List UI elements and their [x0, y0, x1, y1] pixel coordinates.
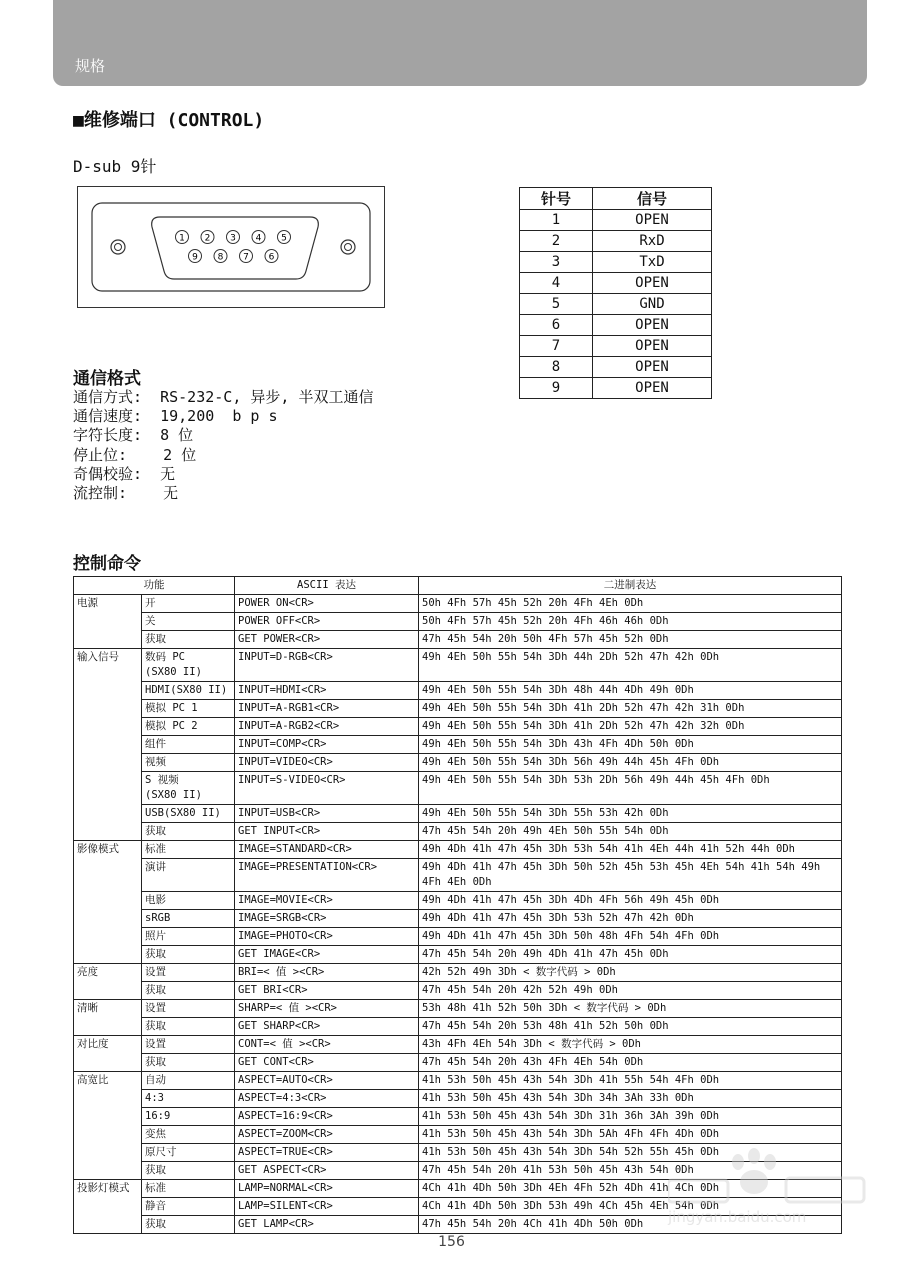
cmd-function-cell: 设置: [142, 1036, 235, 1054]
cmd-group-name: 清晰: [74, 1000, 142, 1018]
comm-line: 通信方式: RS-232-C, 异步, 半双工通信: [73, 388, 374, 406]
cmd-table-row: [74, 982, 842, 1000]
cmd-function-cell: 关: [142, 613, 235, 631]
cmd-function-cell: 设置: [142, 1000, 235, 1018]
pin-number-cell: 3: [520, 252, 593, 273]
cmd-function-cell: 原尺寸: [142, 1144, 235, 1162]
cmd-group-cell: [74, 910, 142, 928]
cmd-binary-cell: 49h 4Dh 41h 47h 45h 3Dh 50h 48h 4Fh 54h 4Fh 0Dh: [419, 928, 842, 946]
pin-table-row: [520, 357, 712, 378]
cmd-table-row: [74, 754, 842, 772]
pin-5-label: 5: [281, 233, 287, 244]
cmd-table-row: [74, 946, 842, 964]
comm-format-title: 通信格式: [73, 369, 141, 389]
cmd-group-name: 输入信号: [74, 649, 142, 682]
cmd-table-row: [74, 841, 842, 859]
cmd-group-name: 影像模式: [74, 841, 142, 859]
cmd-ascii-cell: LAMP=SILENT<CR>: [235, 1198, 419, 1216]
cmd-binary-cell: 41h 53h 50h 45h 43h 54h 3Dh 34h 3Ah 33h 0Dh: [419, 1090, 842, 1108]
cmd-binary-cell: 49h 4Eh 50h 55h 54h 3Dh 41h 2Dh 52h 47h 42h 32h 0Dh: [419, 718, 842, 736]
cmd-group-name: 投影灯模式: [74, 1180, 142, 1198]
cmd-function-cell: USB(SX80 II): [142, 805, 235, 823]
cmd-group-cell: [74, 1090, 142, 1108]
cmd-table-row: [74, 892, 842, 910]
cmd-group-cell: [74, 1108, 142, 1126]
cmd-function-cell: 获取: [142, 1054, 235, 1072]
cmd-binary-cell: 49h 4Eh 50h 55h 54h 3Dh 41h 2Dh 52h 47h 42h 31h 0Dh: [419, 700, 842, 718]
pin-table-row: [520, 210, 712, 231]
cmd-group-cell: [74, 1162, 142, 1180]
cmd-ascii-cell: ASPECT=ZOOM<CR>: [235, 1126, 419, 1144]
cmd-function-cell: 获取: [142, 1216, 235, 1234]
cmd-header-binary: 二进制表达: [419, 577, 842, 595]
pin-table-row: [520, 294, 712, 315]
cmd-ascii-cell: INPUT=D-RGB<CR>: [235, 649, 419, 682]
cmd-group-name: 亮度: [74, 964, 142, 982]
cmd-ascii-cell: IMAGE=PHOTO<CR>: [235, 928, 419, 946]
cmd-table-row: [74, 1090, 842, 1108]
pin-8-label: 8: [217, 252, 224, 263]
pin-6-label: 6: [268, 252, 275, 263]
cmd-function-cell: 变焦: [142, 1126, 235, 1144]
cmd-table-row: [74, 859, 842, 892]
cmd-ascii-cell: INPUT=COMP<CR>: [235, 736, 419, 754]
pin-signal-cell: OPEN: [593, 378, 712, 399]
cmd-table-row: [74, 595, 842, 613]
pin-signal-cell: RxD: [593, 231, 712, 252]
pin-signal-cell: OPEN: [593, 336, 712, 357]
cmd-ascii-cell: INPUT=A-RGB1<CR>: [235, 700, 419, 718]
cmd-ascii-cell: POWER OFF<CR>: [235, 613, 419, 631]
pin-3-label: 3: [230, 233, 236, 244]
cmd-group-cell: [74, 805, 142, 823]
cmd-table-row: [74, 736, 842, 754]
watermark: [668, 1146, 868, 1236]
cmd-ascii-cell: GET CONT<CR>: [235, 1054, 419, 1072]
baidu-paw-logo-icon: [668, 1146, 868, 1206]
pin-signal-cell: OPEN: [593, 315, 712, 336]
control-commands-table: [73, 576, 842, 1234]
cmd-group-cell: [74, 772, 142, 805]
cmd-function-cell: 标准: [142, 841, 235, 859]
cmd-group-cell: [74, 682, 142, 700]
cmd-function-cell: 标准: [142, 1180, 235, 1198]
pin-table-row: [520, 231, 712, 252]
pin-number-cell: 1: [520, 210, 593, 231]
pin-signal-cell: OPEN: [593, 273, 712, 294]
cmd-function-cell: 获取: [142, 631, 235, 649]
pin-number-cell: 4: [520, 273, 593, 294]
cmd-table-row: [74, 910, 842, 928]
cmd-function-cell: 获取: [142, 982, 235, 1000]
cmd-group-cell: [74, 736, 142, 754]
pin-table-row: [520, 378, 712, 399]
cmd-binary-cell: 4Ch 41h 4Dh 50h 3Dh 53h 49h 4Ch 45h 4Eh 54h 0Dh: [419, 1198, 842, 1216]
cmd-function-cell: 获取: [142, 1162, 235, 1180]
cmd-table-row: [74, 1108, 842, 1126]
cmd-function-cell: 组件: [142, 736, 235, 754]
cmd-binary-cell: 47h 45h 54h 20h 43h 4Fh 4Eh 54h 0Dh: [419, 1054, 842, 1072]
cmd-binary-cell: 41h 53h 50h 45h 43h 54h 3Dh 31h 36h 3Ah 39h 0Dh: [419, 1108, 842, 1126]
cmd-function-cell: 开: [142, 595, 235, 613]
cmd-binary-cell: 49h 4Eh 50h 55h 54h 3Dh 56h 49h 44h 45h 4Fh 0Dh: [419, 754, 842, 772]
cmd-group-cell: [74, 946, 142, 964]
pin-number-cell: 8: [520, 357, 593, 378]
cmd-ascii-cell: ASPECT=4:3<CR>: [235, 1090, 419, 1108]
cmd-table-row: [74, 772, 842, 805]
cmd-group-cell: [74, 859, 142, 892]
cmd-function-cell: 静音: [142, 1198, 235, 1216]
cmd-table-row: [74, 682, 842, 700]
comm-line: 字符长度: 8 位: [73, 426, 194, 445]
cmd-function-cell: 数码 PC (SX80 II): [142, 649, 235, 682]
cmd-table-row: [74, 805, 842, 823]
cmd-group-cell: [74, 892, 142, 910]
cmd-table-row: [74, 1000, 842, 1018]
cmd-group-cell: [74, 1144, 142, 1162]
cmd-group-cell: [74, 928, 142, 946]
control-commands-title: 控制命令: [73, 554, 141, 574]
cmd-binary-cell: 41h 53h 50h 45h 43h 54h 3Dh 54h 52h 55h 45h 0Dh: [419, 1144, 842, 1162]
cmd-binary-cell: 49h 4Eh 50h 55h 54h 3Dh 55h 53h 42h 0Dh: [419, 805, 842, 823]
cmd-table-row: [74, 613, 842, 631]
cmd-ascii-cell: IMAGE=SRGB<CR>: [235, 910, 419, 928]
pin-signal-cell: GND: [593, 294, 712, 315]
cmd-group-cell: [74, 631, 142, 649]
cmd-table-header: [74, 577, 842, 595]
cmd-group-cell: [74, 1216, 142, 1234]
pin-header-number: 针号: [520, 188, 593, 210]
cmd-function-cell: 模拟 PC 2: [142, 718, 235, 736]
cmd-binary-cell: 47h 45h 54h 20h 53h 48h 41h 52h 50h 0Dh: [419, 1018, 842, 1036]
cmd-ascii-cell: GET LAMP<CR>: [235, 1216, 419, 1234]
cmd-binary-cell: 47h 45h 54h 20h 42h 52h 49h 0Dh: [419, 982, 842, 1000]
cmd-binary-cell: 49h 4Dh 41h 47h 45h 3Dh 4Dh 4Fh 56h 49h 45h 0Dh: [419, 892, 842, 910]
cmd-function-cell: 演讲: [142, 859, 235, 892]
cmd-ascii-cell: GET IMAGE<CR>: [235, 946, 419, 964]
pin-4-label: 4: [255, 233, 262, 244]
page-number: 156: [438, 1234, 465, 1250]
cmd-ascii-cell: POWER ON<CR>: [235, 595, 419, 613]
cmd-function-cell: S 视频 (SX80 II): [142, 772, 235, 805]
cmd-group-cell: [74, 982, 142, 1000]
pin-table-row: [520, 252, 712, 273]
pin-signal-cell: TxD: [593, 252, 712, 273]
cmd-header-function: 功能: [74, 577, 235, 595]
pin-table: [519, 187, 712, 399]
cmd-ascii-cell: IMAGE=PRESENTATION<CR>: [235, 859, 419, 892]
comm-line: 通信速度: 19,200 b p s: [73, 407, 278, 426]
cmd-binary-cell: 49h 4Eh 50h 55h 54h 3Dh 53h 2Dh 56h 49h 44h 45h 4Fh 0Dh: [419, 772, 842, 805]
connector-label: D-sub 9针: [73, 157, 157, 176]
cmd-ascii-cell: SHARP=< 值 ><CR>: [235, 1000, 419, 1018]
cmd-ascii-cell: GET POWER<CR>: [235, 631, 419, 649]
cmd-function-cell: 视频: [142, 754, 235, 772]
cmd-binary-cell: 41h 53h 50h 45h 43h 54h 3Dh 5Ah 4Fh 4Fh 4Dh 0Dh: [419, 1126, 842, 1144]
cmd-ascii-cell: INPUT=S-VIDEO<CR>: [235, 772, 419, 805]
cmd-binary-cell: 49h 4Eh 50h 55h 54h 3Dh 48h 44h 4Dh 49h 0Dh: [419, 682, 842, 700]
cmd-group-cell: [74, 1018, 142, 1036]
cmd-binary-cell: 41h 53h 50h 45h 43h 54h 3Dh 41h 55h 54h 4Fh 0Dh: [419, 1072, 842, 1090]
cmd-group-cell: [74, 718, 142, 736]
pin-header-signal: 信号: [593, 188, 712, 210]
pin-table-row: [520, 315, 712, 336]
cmd-ascii-cell: GET ASPECT<CR>: [235, 1162, 419, 1180]
cmd-table-row: [74, 823, 842, 841]
cmd-function-cell: 获取: [142, 1018, 235, 1036]
pin-table-header: [520, 188, 712, 210]
cmd-ascii-cell: INPUT=HDMI<CR>: [235, 682, 419, 700]
cmd-ascii-cell: ASPECT=TRUE<CR>: [235, 1144, 419, 1162]
cmd-ascii-cell: CONT=< 值 ><CR>: [235, 1036, 419, 1054]
cmd-binary-cell: 49h 4Dh 41h 47h 45h 3Dh 53h 54h 41h 4Eh 44h 41h 52h 44h 0Dh: [419, 841, 842, 859]
cmd-group-cell: [74, 1198, 142, 1216]
cmd-group-name: 电源: [74, 595, 142, 613]
cmd-group-cell: [74, 754, 142, 772]
pin-number-cell: 5: [520, 294, 593, 315]
cmd-ascii-cell: GET SHARP<CR>: [235, 1018, 419, 1036]
cmd-ascii-cell: IMAGE=MOVIE<CR>: [235, 892, 419, 910]
cmd-binary-cell: 4Ch 41h 4Dh 50h 3Dh 4Eh 4Fh 52h 4Dh 41h 4Ch 0Dh: [419, 1180, 842, 1198]
cmd-binary-cell: 49h 4Eh 50h 55h 54h 3Dh 43h 4Fh 4Dh 50h 0Dh: [419, 736, 842, 754]
cmd-function-cell: 16:9: [142, 1108, 235, 1126]
cmd-binary-cell: 47h 45h 54h 20h 50h 4Fh 57h 45h 52h 0Dh: [419, 631, 842, 649]
watermark-text: jingyan.baidu.com: [668, 1208, 807, 1226]
cmd-table-row: [74, 631, 842, 649]
cmd-function-cell: 自动: [142, 1072, 235, 1090]
cmd-ascii-cell: GET INPUT<CR>: [235, 823, 419, 841]
cmd-ascii-cell: INPUT=A-RGB2<CR>: [235, 718, 419, 736]
cmd-table-row: [74, 1018, 842, 1036]
comm-format-list: [73, 388, 373, 503]
cmd-group-name: 对比度: [74, 1036, 142, 1054]
cmd-ascii-cell: ASPECT=16:9<CR>: [235, 1108, 419, 1126]
cmd-function-cell: 获取: [142, 823, 235, 841]
cmd-binary-cell: 42h 52h 49h 3Dh < 数字代码 > 0Dh: [419, 964, 842, 982]
cmd-ascii-cell: IMAGE=STANDARD<CR>: [235, 841, 419, 859]
cmd-ascii-cell: ASPECT=AUTO<CR>: [235, 1072, 419, 1090]
pin-7-label: 7: [243, 252, 249, 263]
cmd-group-cell: [74, 613, 142, 631]
header-bar: [53, 0, 867, 86]
cmd-function-cell: 模拟 PC 1: [142, 700, 235, 718]
cmd-group-cell: [74, 1054, 142, 1072]
cmd-binary-cell: 47h 45h 54h 20h 4Ch 41h 4Dh 50h 0Dh: [419, 1216, 842, 1234]
comm-line: 停止位: 2 位: [73, 445, 197, 464]
section-title: ■维修端口 (CONTROL): [73, 110, 265, 131]
comm-line: 流控制: 无: [73, 484, 179, 503]
pin-signal-cell: OPEN: [593, 210, 712, 231]
cmd-binary-cell: 49h 4Dh 41h 47h 45h 3Dh 53h 52h 47h 42h 0Dh: [419, 910, 842, 928]
cmd-function-cell: sRGB: [142, 910, 235, 928]
cmd-table-row: [74, 649, 842, 682]
cmd-binary-cell: 47h 45h 54h 20h 41h 53h 50h 45h 43h 54h 0Dh: [419, 1162, 842, 1180]
pin-2-label: 2: [204, 233, 211, 244]
pin-number-cell: 7: [520, 336, 593, 357]
pin-table-row: [520, 336, 712, 357]
pin-table-row: [520, 273, 712, 294]
cmd-table-row: [74, 718, 842, 736]
cmd-group-cell: [74, 700, 142, 718]
cmd-binary-cell: 53h 48h 41h 52h 50h 3Dh < 数字代码 > 0Dh: [419, 1000, 842, 1018]
cmd-header-ascii: ASCII 表达: [235, 577, 419, 595]
cmd-table-row: [74, 928, 842, 946]
cmd-table-row: [74, 1126, 842, 1144]
comm-line: 奇偶校验: 无: [73, 464, 176, 483]
cmd-group-name: 高宽比: [74, 1072, 142, 1090]
cmd-ascii-cell: INPUT=VIDEO<CR>: [235, 754, 419, 772]
pin-number-cell: 6: [520, 315, 593, 336]
header-label: 规格: [75, 57, 106, 75]
pin-number-cell: 2: [520, 231, 593, 252]
cmd-table-row: [74, 1036, 842, 1054]
pin-9-label: 9: [192, 252, 198, 263]
cmd-table-row: [74, 964, 842, 982]
cmd-function-cell: HDMI(SX80 II): [142, 682, 235, 700]
cmd-function-cell: 电影: [142, 892, 235, 910]
cmd-binary-cell: 47h 45h 54h 20h 49h 4Dh 41h 47h 45h 0Dh: [419, 946, 842, 964]
cmd-ascii-cell: LAMP=NORMAL<CR>: [235, 1180, 419, 1198]
cmd-group-cell: [74, 1126, 142, 1144]
cmd-binary-cell: 49h 4Dh 41h 47h 45h 3Dh 50h 52h 45h 53h 45h 4Eh 54h 41h 54h 49h 4Fh 4Eh 0Dh: [419, 859, 842, 892]
cmd-function-cell: 获取: [142, 946, 235, 964]
cmd-function-cell: 设置: [142, 964, 235, 982]
cmd-function-cell: 4:3: [142, 1090, 235, 1108]
cmd-ascii-cell: INPUT=USB<CR>: [235, 805, 419, 823]
cmd-group-cell: [74, 823, 142, 841]
connector-diagram: [77, 186, 385, 308]
cmd-binary-cell: 49h 4Eh 50h 55h 54h 3Dh 44h 2Dh 52h 47h 42h 0Dh: [419, 649, 842, 682]
cmd-ascii-cell: GET BRI<CR>: [235, 982, 419, 1000]
cmd-binary-cell: 47h 45h 54h 20h 49h 4Eh 50h 55h 54h 0Dh: [419, 823, 842, 841]
dsub9-connector-icon: [78, 187, 384, 307]
cmd-binary-cell: 50h 4Fh 57h 45h 52h 20h 4Fh 46h 46h 0Dh: [419, 613, 842, 631]
cmd-binary-cell: 43h 4Fh 4Eh 54h 3Dh < 数字代码 > 0Dh: [419, 1036, 842, 1054]
pin-number-cell: 9: [520, 378, 593, 399]
cmd-table-row: [74, 1072, 842, 1090]
pin-signal-cell: OPEN: [593, 357, 712, 378]
cmd-binary-cell: 50h 4Fh 57h 45h 52h 20h 4Fh 4Eh 0Dh: [419, 595, 842, 613]
cmd-function-cell: 照片: [142, 928, 235, 946]
pin-1-label: 1: [179, 233, 185, 244]
cmd-table-row: [74, 1054, 842, 1072]
cmd-ascii-cell: BRI=< 值 ><CR>: [235, 964, 419, 982]
cmd-table-row: [74, 700, 842, 718]
